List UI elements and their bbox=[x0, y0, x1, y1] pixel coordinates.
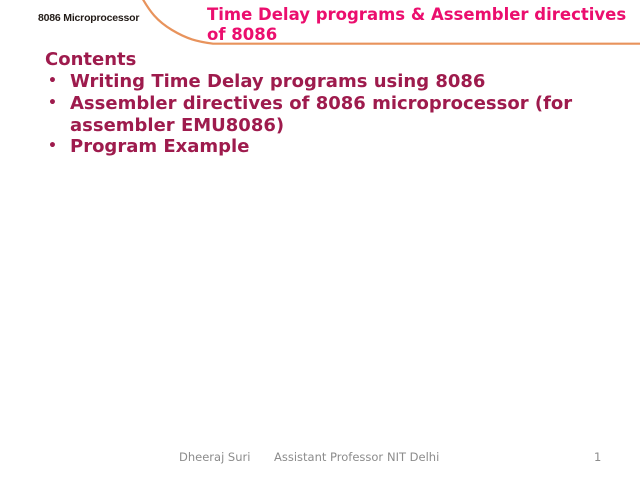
bullet-item-line: assembler EMU8086) bbox=[70, 114, 285, 136]
bullet-icon: • bbox=[48, 94, 57, 111]
bullet-item bbox=[45, 71, 572, 93]
slide-header-label: 8086 Microprocessor bbox=[38, 12, 140, 24]
bullet-item-line: Program Example bbox=[70, 136, 250, 158]
contents-list bbox=[45, 71, 572, 158]
slide-footer bbox=[0, 450, 640, 464]
slide-title-line1: Time Delay programs & Assembler directives bbox=[207, 5, 627, 24]
bullet-item bbox=[45, 93, 572, 137]
bullet-icon: • bbox=[48, 73, 57, 89]
footer-page-number: 1 bbox=[594, 450, 602, 464]
slide-title bbox=[207, 5, 626, 44]
bullet-item bbox=[45, 136, 572, 158]
bullet-item-line: Assembler directives of 8086 microprocessor (for bbox=[70, 92, 573, 114]
bullet-icon: • bbox=[48, 138, 57, 155]
contents-block bbox=[45, 49, 572, 158]
footer-author: Dheeraj Suri bbox=[179, 450, 251, 464]
footer-institute: NIT Delhi bbox=[387, 450, 440, 464]
contents-heading: Contents bbox=[45, 49, 137, 70]
footer-designation: Assistant Professor bbox=[274, 450, 384, 464]
slide-title-line2: of 8086 bbox=[207, 24, 278, 44]
bullet-item-line: Writing Time Delay programs using 8086 bbox=[70, 71, 486, 92]
